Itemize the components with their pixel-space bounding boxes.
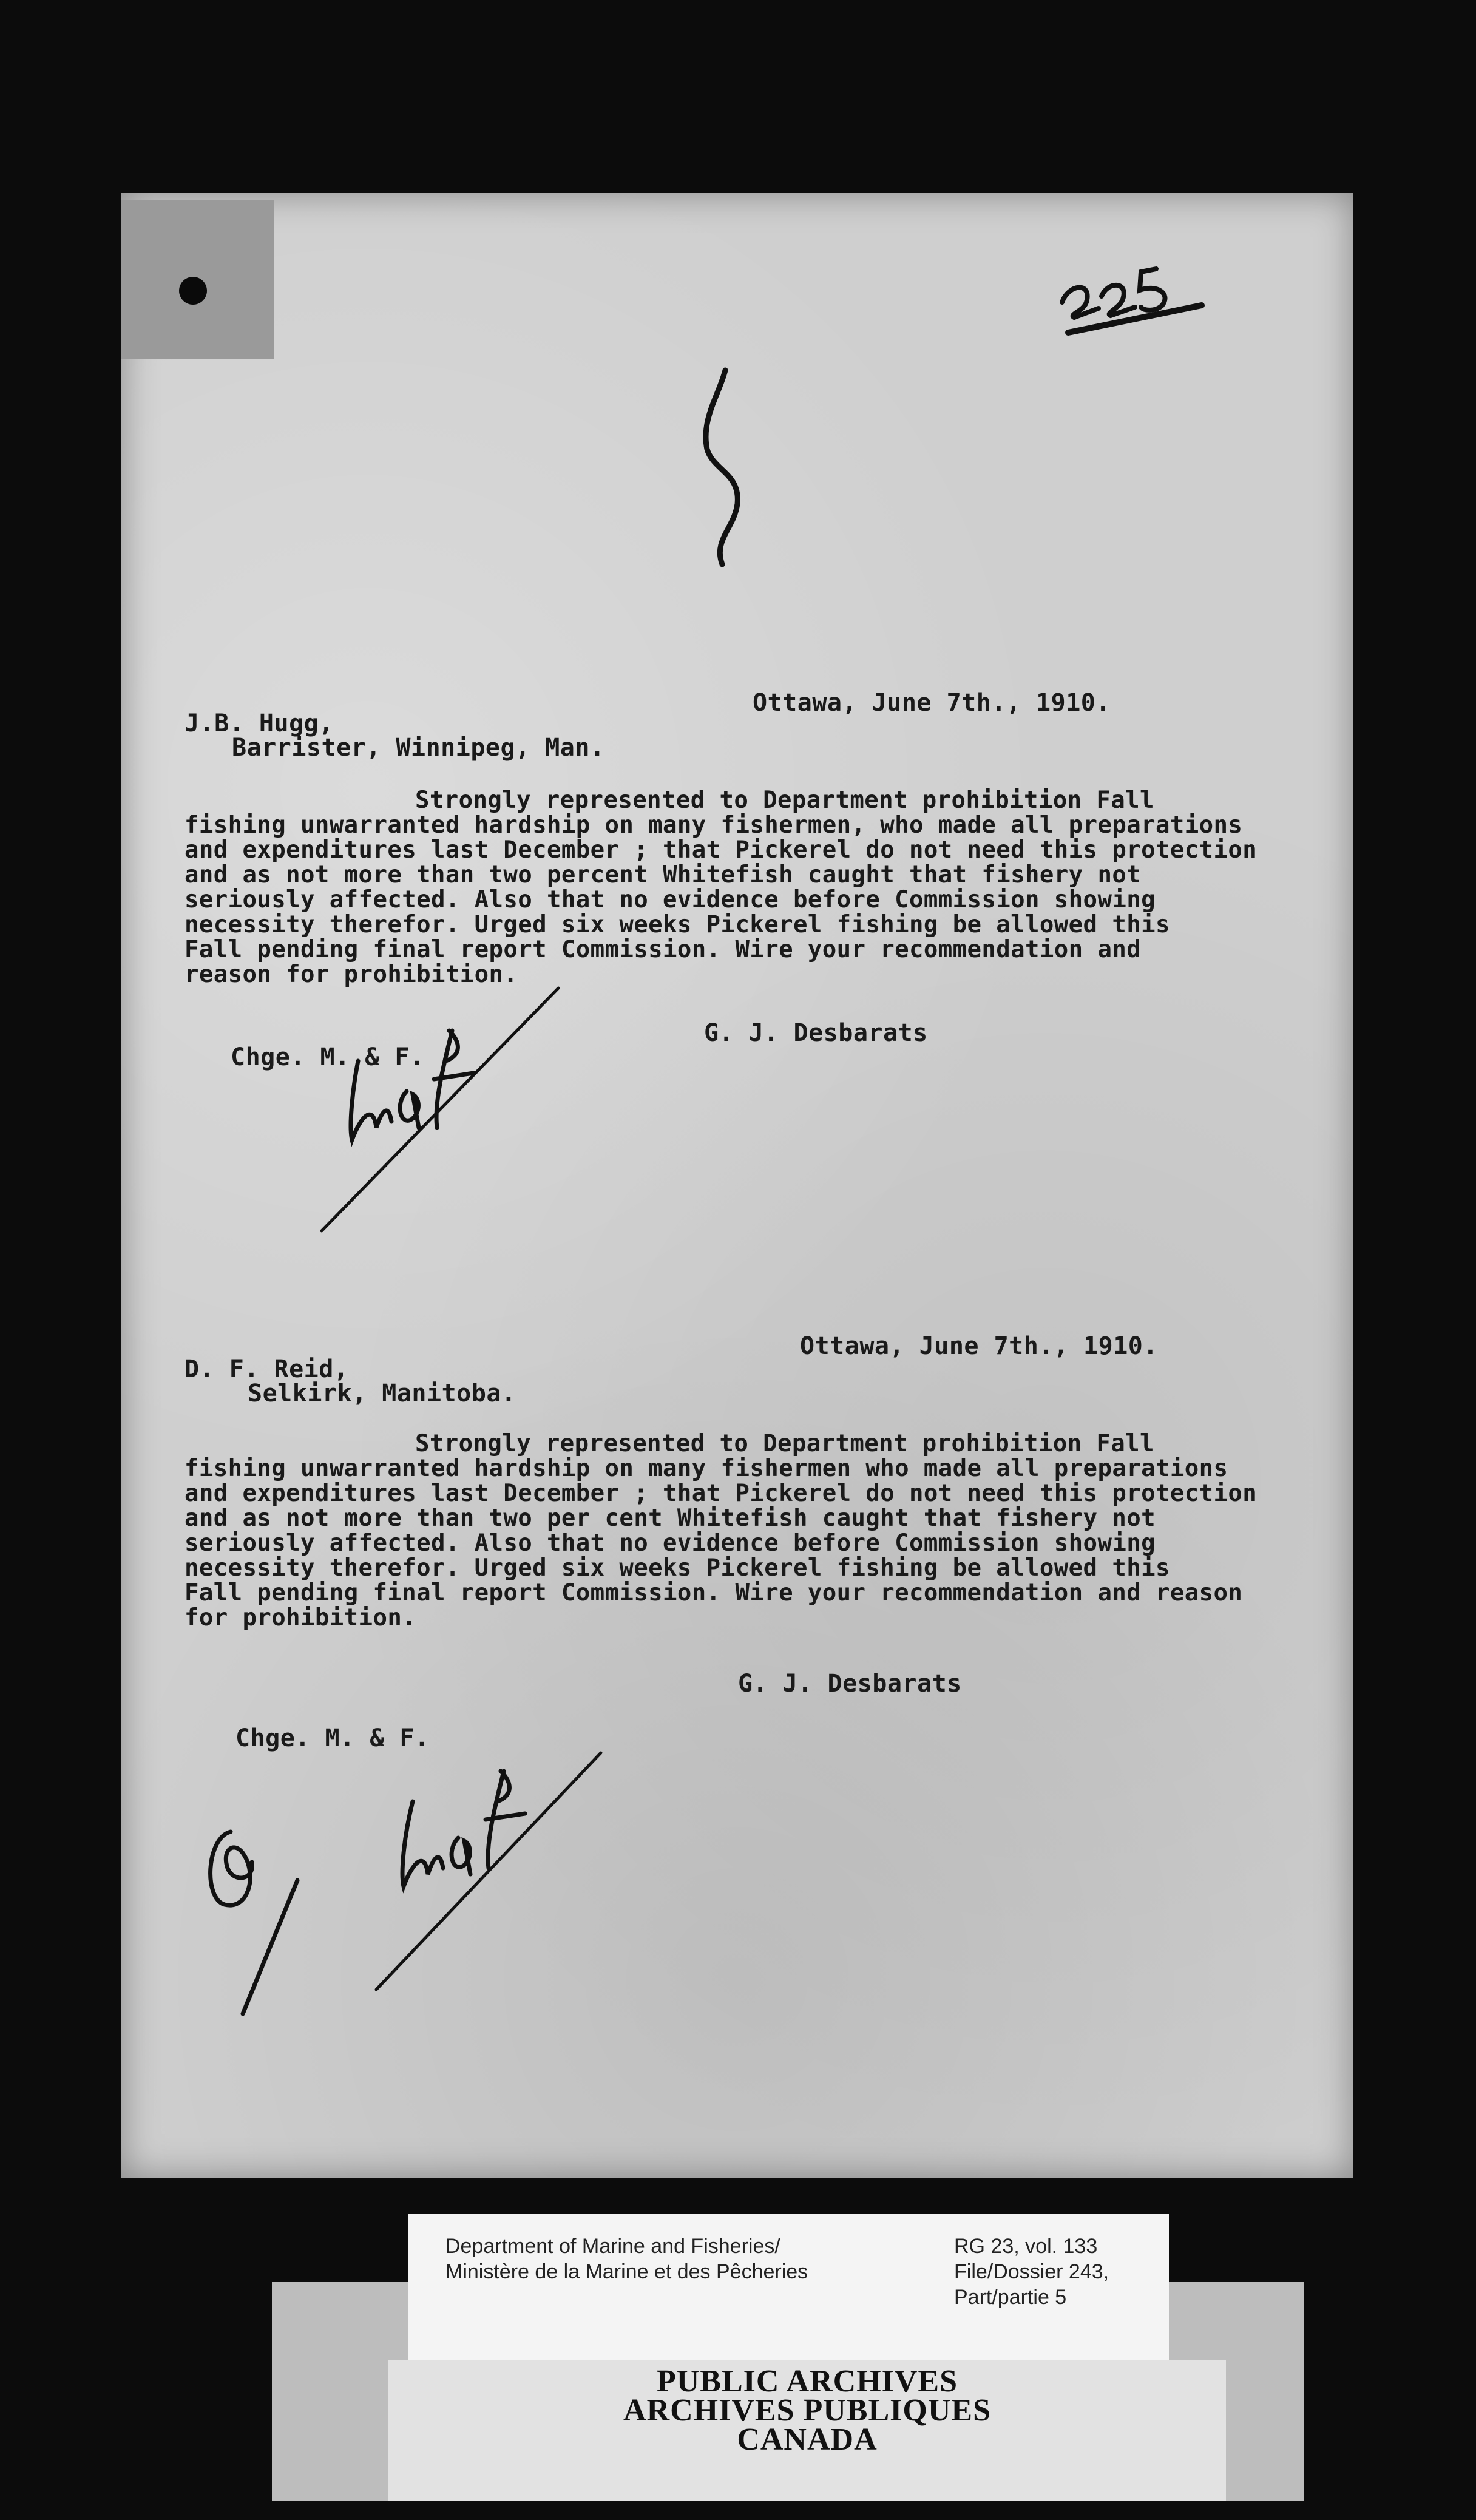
archive-department-fr: Ministère de la Marine et des Pêcheries [445,2260,808,2283]
telegram-1-addressee-name: J.B. Hugg, [184,710,334,737]
archive-stamp-line-1: PUBLIC ARCHIVES [656,2364,958,2399]
telegram-2-body-line: seriously affected. Also that no evidence before Commission showing [184,1529,1156,1557]
telegram-2-body-line: Strongly represented to Department prohibition Fall [415,1430,1154,1457]
telegram-2-body-line: and expenditures last December ; that Pickerel do not need this protection [184,1480,1258,1507]
telegram-2-signature: G. J. Desbarats [738,1670,962,1698]
punch-hole [179,277,207,305]
telegram-2-body-line: for prohibition. [184,1604,417,1631]
telegram-2-addressee-line: Selkirk, Manitoba. [248,1380,516,1407]
telegram-1-body-line: Fall pending final report Commission. Wire your recommendation and [184,936,1142,963]
telegram-1-body [184,788,1257,987]
telegram-1-initials-signature [316,982,570,1237]
telegram-1-date: Ottawa, June 7th., 1910. [753,689,1111,717]
telegram-1-body-line: Strongly represented to Department prohibition Fall [415,787,1154,814]
telegram-2-initials-signature [364,1735,619,2002]
archive-reference-1: RG 23, vol. 133 [954,2235,1098,2258]
telegram-2-body-line: and as not more than two per cent Whitefish caught that fishery not [184,1505,1156,1532]
archive-stamp-line-3: CANADA [737,2422,878,2457]
telegram-1-body-line: reason for prohibition. [184,961,518,988]
archive-stamp [388,2364,1226,2457]
telegram-2-body-line: fishing unwarranted hardship on many fishermen who made all preparations [184,1455,1228,1482]
telegram-2-date: Ottawa, June 7th., 1910. [800,1332,1158,1360]
archive-reference-2: File/Dossier 243, [954,2260,1109,2283]
telegram-2-charge: Chge. M. & F. [235,1724,430,1752]
telegram-2-body-line: Fall pending final report Commission. Wire your recommendation and reason [184,1579,1243,1607]
telegram-1-body-line: and as not more than two percent Whitefish caught that fishery not [184,861,1142,889]
telegram-2-body-line: necessity therefor. Urged six weeks Pickerel fishing be allowed this [184,1554,1170,1582]
telegram-1-body-line: seriously affected. Also that no evidence before Commission showing [184,886,1156,913]
document-page [121,193,1353,2178]
handwritten-page-number [1050,248,1220,351]
telegram-1-body-line: and expenditures last December ; that Pickerel do not need this protection [184,836,1258,864]
telegram-1-body-line: necessity therefor. Urged six weeks Pickerel fishing be allowed this [184,911,1170,938]
telegram-1-charge: Chge. M. & F. [231,1043,425,1071]
archive-reference-3: Part/partie 5 [954,2286,1067,2309]
telegram-2-body [184,1431,1257,1630]
handwritten-file-mark [689,358,762,577]
telegram-1-body-line: fishing unwarranted hardship on many fishermen, who made all preparations [184,811,1243,839]
telegram-1-addressee-line: Barrister, Winnipeg, Man. [232,734,605,762]
telegram-2-addressee-name: D. F. Reid, [184,1355,349,1383]
archive-stamp-line-2: ARCHIVES PUBLIQUES [623,2393,992,2428]
telegram-1-signature: G. J. Desbarats [704,1019,928,1047]
archive-department-en: Department of Marine and Fisheries/ [445,2235,780,2258]
handwritten-monogram [200,1795,334,2026]
